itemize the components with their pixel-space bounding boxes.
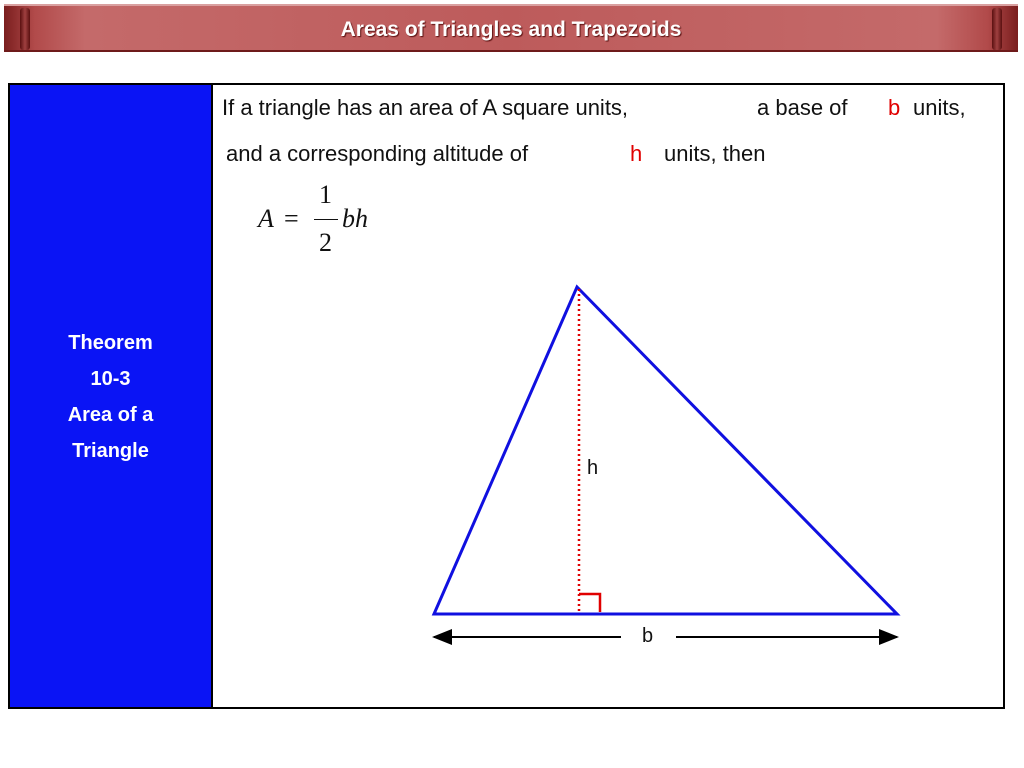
- statement-line1-part-b: a base of: [757, 95, 848, 120]
- statement-line1-part-c: units,: [913, 95, 966, 120]
- base-label: b: [642, 625, 654, 647]
- statement-line2-part-a: and a corresponding altitude of: [226, 141, 529, 166]
- statement-line1-part-a: If a triangle has an area of A square units,: [222, 95, 629, 120]
- formula-denominator: 2: [319, 228, 332, 257]
- height-label: h: [587, 457, 599, 479]
- formula-equals: =: [284, 204, 299, 233]
- statement-line2-part-b: units, then: [664, 141, 766, 166]
- variable-b: b: [888, 95, 901, 120]
- formula-lhs: A: [258, 204, 274, 233]
- theorem-line-2: 10-3: [90, 368, 131, 390]
- triangle-shape: [434, 287, 897, 614]
- theorem-line-1: Theorem: [68, 332, 153, 354]
- theorem-line-4: Triangle: [72, 440, 149, 462]
- formula-numerator: 1: [319, 180, 332, 209]
- theorem-line-3: Area of a: [67, 404, 154, 426]
- right-angle-marker: [579, 594, 600, 612]
- variable-h: h: [630, 141, 643, 166]
- formula-rhs: bh: [342, 204, 368, 233]
- page-title: Areas of Triangles and Trapezoids: [340, 18, 682, 41]
